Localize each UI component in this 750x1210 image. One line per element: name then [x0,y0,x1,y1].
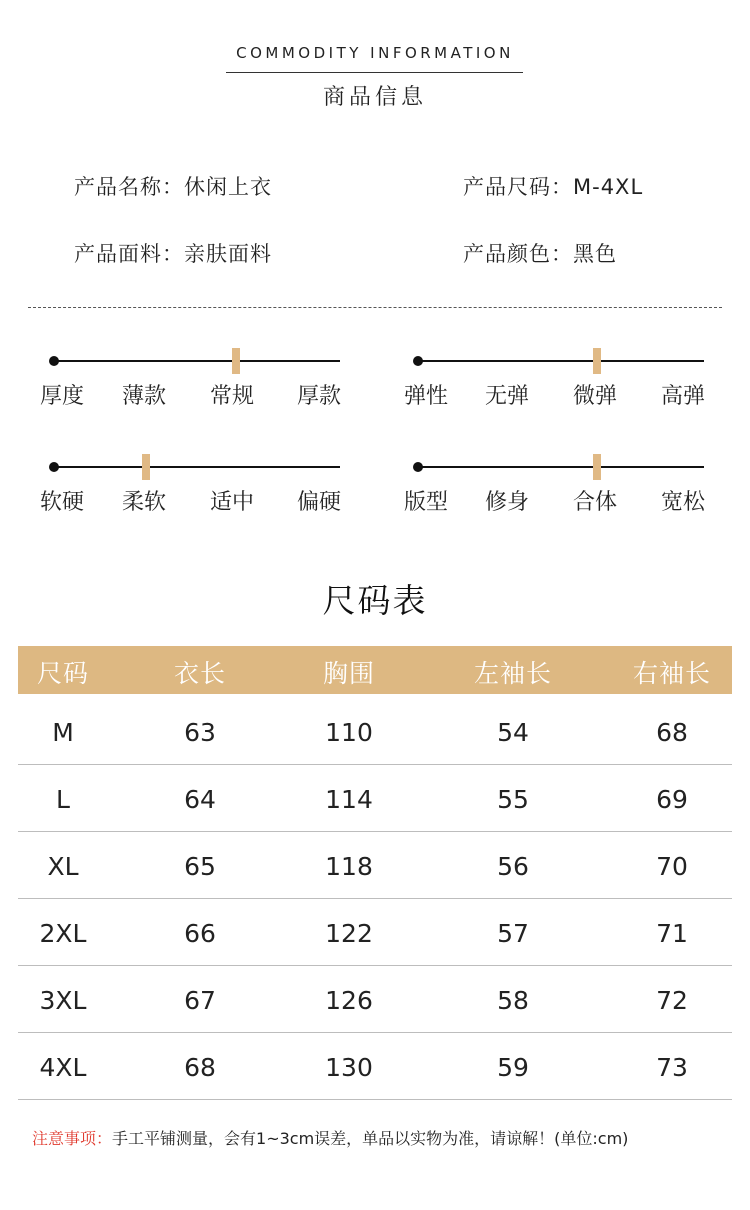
scale-option: 偏硬 [297,490,342,515]
cell-size: 3XL [39,986,87,1015]
cell-length: 66 [184,919,216,948]
scale-option: 薄款 [122,384,167,409]
scale-track [55,466,340,468]
cell-size: XL [47,852,79,881]
cell-length: 67 [184,986,216,1015]
cell-chest: 130 [325,1053,373,1082]
scale-label: 弹性 [404,384,449,409]
size-chart-title: 尺码表 [322,581,428,620]
cell-chest: 126 [325,986,373,1015]
size-table-header [18,646,732,694]
table-row [18,1033,732,1100]
scale-thickness [40,346,342,436]
cell-right-sleeve: 70 [656,852,688,881]
column-header: 尺码 [36,659,90,688]
cell-chest: 110 [325,718,373,747]
measurement-note [32,1126,628,1149]
scale-marker [593,348,601,374]
cell-left-sleeve: 58 [497,986,529,1015]
scale-option: 柔软 [122,490,167,515]
scale-start-dot [49,356,59,366]
scale-marker [593,454,601,480]
scale-start-dot [413,356,423,366]
cell-chest: 118 [325,852,373,881]
note-label: 注意事项： [32,1129,113,1148]
chinese-title: 商品信息 [322,85,427,110]
column-header: 衣长 [173,659,227,688]
cell-right-sleeve: 72 [656,986,688,1015]
table-row [18,698,732,765]
english-title: COMMODITY INFORMATION [236,44,514,62]
scale-track [419,466,704,468]
product-fabric: 产品面料：亲肤面料 [74,242,272,266]
scale-option: 厚款 [297,384,342,409]
cell-length: 68 [184,1053,216,1082]
scale-option: 合体 [573,490,618,515]
cell-chest: 122 [325,919,373,948]
scale-softness [40,452,342,542]
scale-option: 修身 [485,490,530,515]
cell-size: 4XL [39,1053,87,1082]
cell-length: 65 [184,852,216,881]
column-header: 左袖长 [473,659,553,688]
cell-right-sleeve: 73 [656,1053,688,1082]
scale-elasticity [404,346,706,436]
cell-length: 64 [184,785,216,814]
product-size: 产品尺码：M-4XL [463,175,644,199]
cell-chest: 114 [325,785,373,814]
scale-option: 微弹 [573,384,618,409]
scale-option: 适中 [210,490,255,515]
column-header: 胸围 [322,659,376,688]
table-row [18,966,732,1033]
cell-left-sleeve: 57 [497,919,529,948]
scale-fit [404,452,706,542]
scale-start-dot [413,462,423,472]
scale-marker [232,348,240,374]
scale-label: 厚度 [40,384,85,409]
dashed-divider [28,307,722,308]
cell-left-sleeve: 59 [497,1053,529,1082]
table-row [18,765,732,832]
cell-size: L [56,785,70,814]
scale-option: 常规 [210,384,255,409]
cell-left-sleeve: 54 [497,718,529,747]
scale-option: 无弹 [485,384,530,409]
cell-left-sleeve: 55 [497,785,529,814]
cell-length: 63 [184,718,216,747]
cell-size: M [52,718,74,747]
cell-right-sleeve: 71 [656,919,688,948]
scale-start-dot [49,462,59,472]
note-text: 手工平铺测量，会有1~3cm误差，单品以实物为准，请谅解！(单位:cm) [112,1129,629,1148]
cell-right-sleeve: 69 [656,785,688,814]
scale-option: 高弹 [661,384,706,409]
title-divider [226,72,523,73]
row-divider [18,1099,732,1100]
cell-size: 2XL [39,919,87,948]
scale-track [419,360,704,362]
product-name: 产品名称：休闲上衣 [74,175,272,199]
cell-right-sleeve: 68 [656,718,688,747]
scale-marker [142,454,150,480]
scale-label: 软硬 [40,490,85,515]
scale-option: 宽松 [661,490,706,515]
column-header: 右袖长 [632,659,712,688]
cell-left-sleeve: 56 [497,852,529,881]
table-row [18,899,732,966]
scale-label: 版型 [404,490,449,515]
table-row [18,832,732,899]
product-color: 产品颜色：黑色 [463,242,617,266]
scale-track [55,360,340,362]
